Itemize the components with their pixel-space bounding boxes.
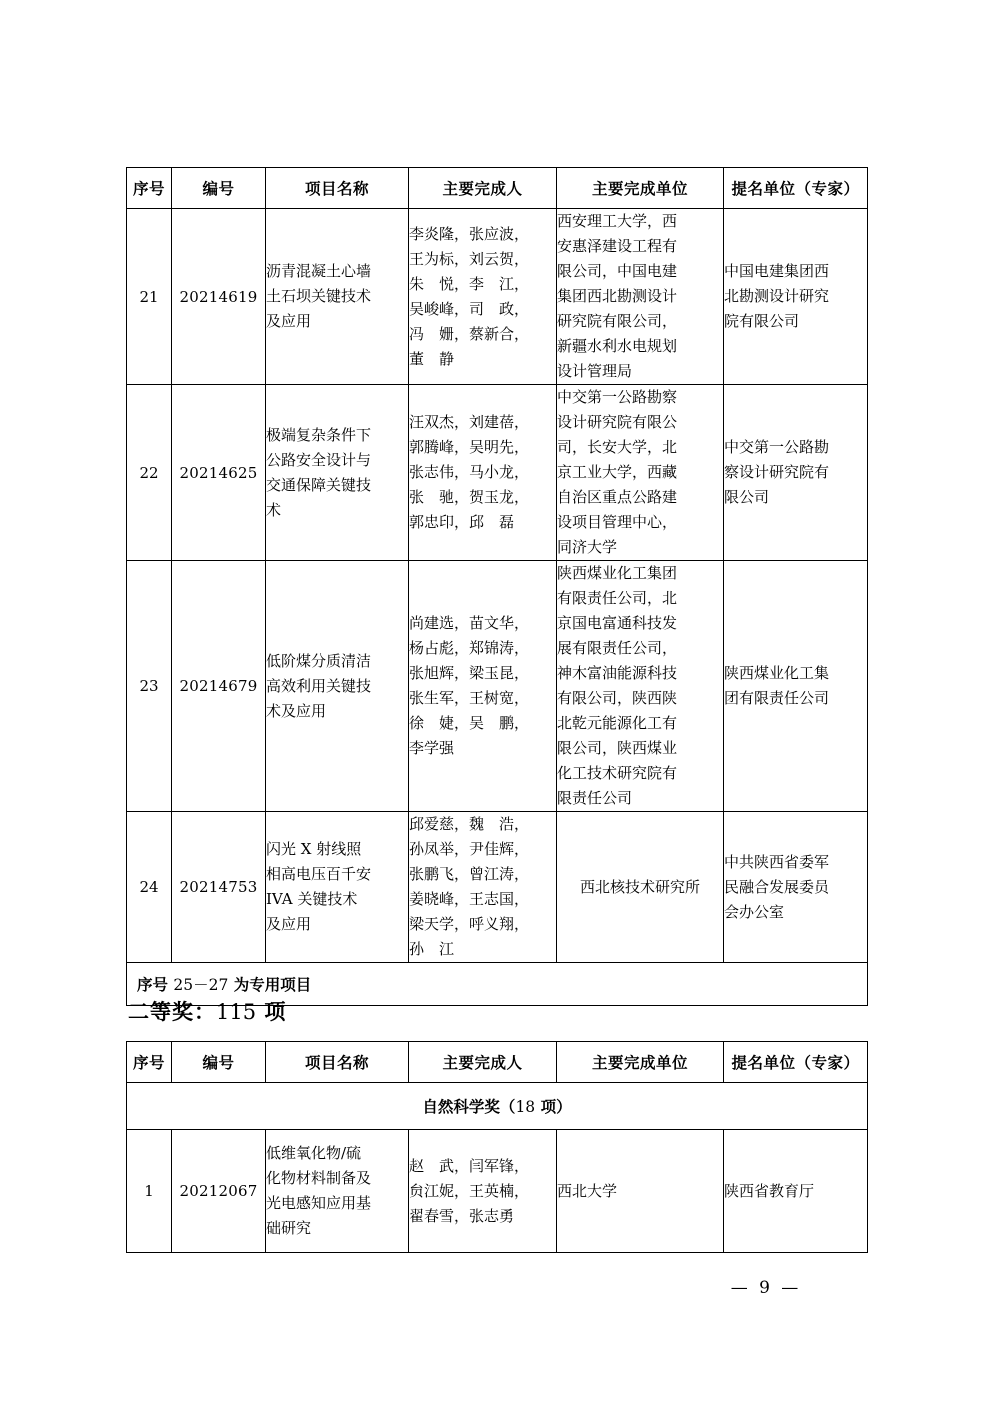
text-line: 尚建选，苗文华， <box>409 614 530 632</box>
text-line: 会办公室 <box>724 902 785 921</box>
text-line: 孙 江 <box>409 940 455 958</box>
text-line: 赵 武，闫军锋， <box>409 1156 530 1175</box>
text-line: 光电感知应用基 <box>266 1194 372 1212</box>
text-line: 设计管理局 <box>557 362 633 380</box>
text-line: 陕西煤业化工集 <box>724 664 830 682</box>
text-line: 冯 姗，蔡新合， <box>409 324 530 343</box>
text-line: 极端复杂条件下 <box>266 425 372 444</box>
section-heading-second-prize <box>128 996 286 1026</box>
table-row <box>127 812 868 963</box>
cell-code: 20214679 <box>172 561 266 812</box>
text-line: 及应用 <box>266 312 312 330</box>
cell-people <box>409 812 557 963</box>
column-header-nominator: 提名单位（专家） <box>724 168 868 209</box>
text-line: 翟春雪，张志勇 <box>409 1206 515 1225</box>
cell-index: 23 <box>127 561 172 812</box>
cell-index: 1 <box>127 1130 172 1253</box>
text-line: 郭腾峰，吴明先， <box>409 438 530 456</box>
text-line: 民融合发展委员 <box>724 877 830 896</box>
text-line: 北乾元能源化工有 <box>557 714 678 732</box>
cell-orgs <box>557 209 724 385</box>
table-row <box>127 1130 868 1253</box>
text-line: 中共陕西省委军 <box>724 852 830 871</box>
text-line: 高效利用关键技 <box>266 676 372 695</box>
text-line: 中交第一公路勘 <box>724 438 830 456</box>
column-header-index: 序号 <box>127 1042 172 1083</box>
text-line: 西北大学 <box>557 1181 618 1200</box>
note-suffix: 为专用项目 <box>228 976 312 994</box>
text-line: 邱爱慈，魏 浩， <box>409 815 530 833</box>
text-line: 低维氧化物/硫 <box>266 1144 362 1162</box>
text-line: 张 驰，贺玉龙， <box>409 488 530 506</box>
column-header-project: 项目名称 <box>266 168 409 209</box>
text-line: 化物材料制备及 <box>266 1169 372 1187</box>
text-line: 李学强 <box>409 739 455 757</box>
text-line: 团有限责任公司 <box>724 689 830 707</box>
cell-project <box>266 812 409 963</box>
cell-orgs <box>557 1130 724 1253</box>
cell-orgs <box>557 812 724 963</box>
text-line: 神木富油能源科技 <box>557 664 678 682</box>
text-line: 李炎隆，张应波， <box>409 224 530 243</box>
text-line: 郭忠印，邱 磊 <box>409 513 515 531</box>
category-count: 18 <box>515 1098 536 1116</box>
text-line: 陕西煤业化工集团 <box>557 564 678 582</box>
cell-code: 20214619 <box>172 209 266 385</box>
cell-code: 20212067 <box>172 1130 266 1253</box>
cell-nominator <box>724 209 868 385</box>
cell-nominator <box>724 561 868 812</box>
text-line: 设计研究院有限公 <box>557 413 678 431</box>
text-line: 相高电压百千安 <box>266 865 372 883</box>
category-label: 自然科学奖（ <box>422 1098 516 1116</box>
text-line: 梁天学，呼义翔， <box>409 915 530 933</box>
text-line: 及应用 <box>266 915 312 933</box>
column-header-index: 序号 <box>127 168 172 209</box>
table-header-row <box>127 168 868 209</box>
note-range: 25－27 <box>173 976 229 994</box>
text-line: 新疆水利水电规划 <box>557 337 678 355</box>
column-header-project: 项目名称 <box>266 1042 409 1083</box>
text-line: 孙凤举，尹佳辉， <box>409 840 530 858</box>
text-line: 限责任公司 <box>557 789 633 807</box>
text-line: 研究院有限公司， <box>557 312 678 330</box>
text-line: 闪光 X 射线照 <box>266 840 362 858</box>
text-line: 陕西省教育厅 <box>724 1181 815 1200</box>
text-line: 限公司，中国电建 <box>557 262 678 280</box>
cell-index: 22 <box>127 385 172 561</box>
text-line: 姜晓峰，王志国， <box>409 890 530 908</box>
cell-orgs <box>557 561 724 812</box>
cell-nominator <box>724 385 868 561</box>
category-unit: 项） <box>535 1098 572 1116</box>
cell-index: 21 <box>127 209 172 385</box>
text-line: 张生军，王树宽， <box>409 689 530 707</box>
second-prize-award-table <box>126 1041 868 1253</box>
text-line: 西安理工大学，西 <box>557 212 678 230</box>
cell-orgs <box>557 385 724 561</box>
column-header-orgs: 主要完成单位 <box>557 1042 724 1083</box>
table-header-row <box>127 1042 868 1083</box>
cell-project <box>266 385 409 561</box>
text-line: 徐 婕，吴 鹏， <box>409 714 530 732</box>
cell-people <box>409 1130 557 1253</box>
text-line: IVA 关键技术 <box>266 890 358 908</box>
text-line: 董 静 <box>409 349 455 368</box>
text-line: 术及应用 <box>266 701 327 720</box>
text-line: 土石坝关键技术 <box>266 287 372 305</box>
text-line: 京国电富通科技发 <box>557 614 678 632</box>
text-line: 汪双杰，刘建蓓， <box>409 413 530 431</box>
text-line: 术 <box>266 500 282 519</box>
text-line: 司，长安大学，北 <box>557 438 678 456</box>
text-line: 自治区重点公路建 <box>557 488 678 506</box>
table-row <box>127 385 868 561</box>
first-prize-award-table <box>126 167 868 1006</box>
text-line: 北勘测设计研究 <box>724 287 830 305</box>
text-line: 限公司 <box>724 488 770 506</box>
section-heading-label: 二等奖： <box>128 1000 216 1024</box>
text-line: 公路安全设计与 <box>266 450 372 469</box>
text-line: 张鹏飞，曾江涛， <box>409 865 530 883</box>
text-line: 有限公司，陕西陕 <box>557 689 678 707</box>
text-line: 中交第一公路勘察 <box>557 388 678 406</box>
category-band-row <box>127 1083 868 1130</box>
cell-nominator <box>724 812 868 963</box>
text-line: 吴峻峰，司 政， <box>409 299 530 318</box>
text-line: 集团西北勘测设计 <box>557 287 678 305</box>
cell-code: 20214753 <box>172 812 266 963</box>
text-line: 同济大学 <box>557 538 618 556</box>
text-line: 朱 悦，李 江， <box>409 274 530 293</box>
text-line: 限公司，陕西煤业 <box>557 739 678 757</box>
column-header-orgs: 主要完成单位 <box>557 168 724 209</box>
text-line: 安惠泽建设工程有 <box>557 237 678 255</box>
text-line: 院有限公司 <box>724 312 800 330</box>
table-row <box>127 209 868 385</box>
cell-project <box>266 209 409 385</box>
cell-people <box>409 209 557 385</box>
section-heading-unit: 项 <box>256 1000 287 1024</box>
table-row <box>127 561 868 812</box>
text-line: 察设计研究院有 <box>724 463 830 481</box>
cell-people <box>409 561 557 812</box>
text-line: 杨占彪，郑锦涛， <box>409 639 530 657</box>
cell-people <box>409 385 557 561</box>
cell-code: 20214625 <box>172 385 266 561</box>
text-line: 化工技术研究院有 <box>557 764 678 782</box>
page-number: — 9 — <box>730 1278 802 1298</box>
text-line: 张旭辉，梁玉昆， <box>409 664 530 682</box>
cell-project <box>266 561 409 812</box>
column-header-people: 主要完成人 <box>409 168 557 209</box>
text-line: 中国电建集团西 <box>724 262 830 280</box>
text-line: 西北核技术研究所 <box>579 877 700 896</box>
note-prefix: 序号 <box>137 976 174 994</box>
category-natural-science-award <box>127 1083 868 1130</box>
text-line: 低阶煤分质清洁 <box>266 651 372 670</box>
column-header-people: 主要完成人 <box>409 1042 557 1083</box>
text-line: 张志伟，马小龙， <box>409 463 530 481</box>
column-header-code: 编号 <box>172 168 266 209</box>
cell-nominator <box>724 1130 868 1253</box>
text-line: 有限责任公司，北 <box>557 589 678 607</box>
section-heading-count: 115 <box>216 1000 257 1024</box>
text-line: 展有限责任公司， <box>557 639 678 657</box>
cell-project <box>266 1130 409 1253</box>
cell-index: 24 <box>127 812 172 963</box>
text-line: 贠江妮，王英楠， <box>409 1181 530 1200</box>
text-line: 设项目管理中心， <box>557 513 678 531</box>
text-line: 础研究 <box>266 1219 312 1237</box>
text-line: 交通保障关键技 <box>266 475 372 494</box>
column-header-nominator: 提名单位（专家） <box>724 1042 868 1083</box>
column-header-code: 编号 <box>172 1042 266 1083</box>
text-line: 王为标，刘云贺， <box>409 249 530 268</box>
text-line: 京工业大学，西藏 <box>557 463 678 481</box>
text-line: 沥青混凝土心墙 <box>266 262 372 280</box>
